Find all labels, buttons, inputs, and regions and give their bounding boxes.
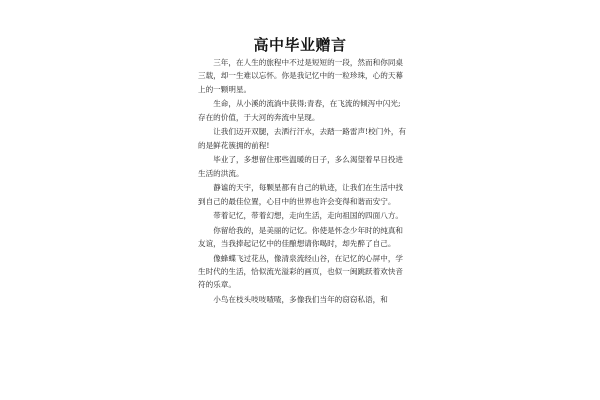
paragraph: 像蜂蝶飞过花丛，像清泉流经山谷，在记忆的心屏中，学生时代的生活，恰似流光溢彩的画页，也似一闽跳跃着欢快音符的乐章。	[198, 253, 404, 290]
document-body	[198, 56, 408, 308]
paragraph: 带着记忆，带着幻想，走向生活，走向祖国的四面八方。	[213, 211, 404, 221]
paragraph: 让我们迈开双腿，去洒行汗水，去踏一路雷声!校门外，有的是鲜花簇拥的前程!	[198, 127, 407, 150]
paragraph: 静谧的天宇，每颗星都有自己的轨迹，让我们在生活中找到自己的最佳位置，心目中的世界也许会变得和谐而安宁。	[198, 183, 404, 206]
paragraph: 小鸟在枝头吱吱喳喳，多像我们当年的窃窃私语，和	[213, 295, 388, 305]
paragraph: 毕业了，多想留住那些温暖的日子，多么渴望着早日投进生活的洪流。	[198, 155, 404, 178]
document-title: 高中毕业赠言	[253, 36, 347, 54]
paragraph: 你留给我的，是美丽的记忆。你使是怀念少年时的纯真和友谊，当我捧起记忆中的佳酿想请你喝时，却先醉了自己。	[198, 225, 404, 249]
paragraph: 三年，在人生的旅程中不过是短短的一段，然而和你同桌三载，却一生难以忘怀。你是我记忆中的一粒珍珠，心的天幕上的一颗明星。	[198, 58, 404, 94]
paragraph: 生命，从小溪的流淌中获得;青春，在飞流的倾泻中闪光;存在的价值，于大河的奔流中呈现。	[198, 99, 401, 122]
